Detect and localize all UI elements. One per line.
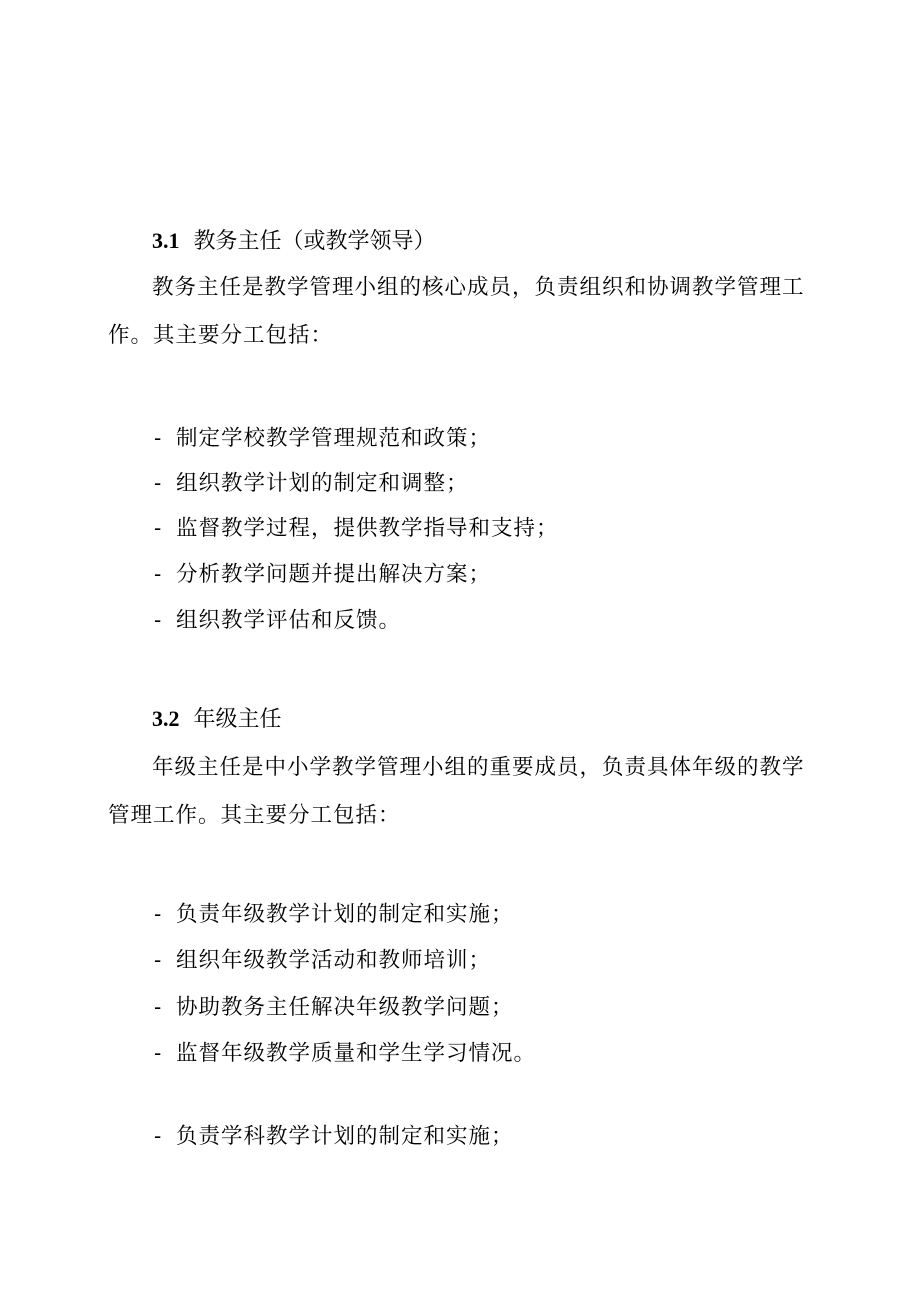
section-number: 3.2: [152, 706, 180, 731]
bullet-dash: -: [154, 1041, 163, 1066]
list-item: [154, 993, 514, 1023]
list-item: [154, 1039, 536, 1069]
bullet-dash: -: [154, 562, 163, 587]
list-item: [154, 424, 491, 454]
list-item: [154, 606, 401, 636]
section-heading-3-2: [152, 704, 282, 735]
list-item: [154, 469, 469, 499]
bullet-dash: -: [154, 948, 163, 973]
bullet-dash: -: [154, 995, 163, 1020]
list-item: [154, 514, 559, 544]
list-item-text: 负责学科教学计划的制定和实施；: [176, 1124, 514, 1149]
section-number: 3.1: [152, 228, 180, 253]
list-item-text: 协助教务主任解决年级教学问题；: [176, 995, 514, 1020]
list-item-text: 组织教学计划的制定和调整；: [176, 471, 469, 496]
list-item-text: 制定学校教学管理规范和政策；: [176, 426, 492, 451]
list-item-text: 监督教学过程，提供教学指导和支持；: [176, 516, 559, 541]
bullet-dash: -: [154, 471, 163, 496]
list-item: [154, 900, 514, 930]
bullet-dash: -: [154, 516, 163, 541]
list-item-text: 组织年级教学活动和教师培训；: [176, 948, 492, 973]
bullet-dash: -: [154, 426, 163, 451]
section-paragraph-3-2: 年级主任是中小学教学管理小组的重要成员，负责具体年级的教学管理工作。其主要分工包括：: [108, 755, 805, 828]
section-heading-3-1: [152, 226, 436, 257]
list-item-text: 分析教学问题并提出解决方案；: [176, 562, 492, 587]
list-item: [154, 946, 491, 976]
bullet-dash: -: [154, 902, 163, 927]
section-title: 年级主任: [193, 707, 282, 732]
list-item-text: 组织教学评估和反馈。: [176, 608, 402, 633]
list-item-text: 负责年级教学计划的制定和实施；: [176, 902, 514, 927]
section-paragraph-3-1: 教务主任是教学管理小组的核心成员，负责组织和协调教学管理工作。其主要分工包括：: [108, 275, 805, 348]
list-item: [154, 560, 491, 590]
list-item: [154, 1122, 514, 1152]
bullet-dash: -: [154, 1124, 163, 1149]
section-title: 教务主任（或教学领导）: [193, 229, 436, 254]
list-item-text: 监督年级教学质量和学生学习情况。: [176, 1041, 537, 1066]
bullet-dash: -: [154, 608, 163, 633]
